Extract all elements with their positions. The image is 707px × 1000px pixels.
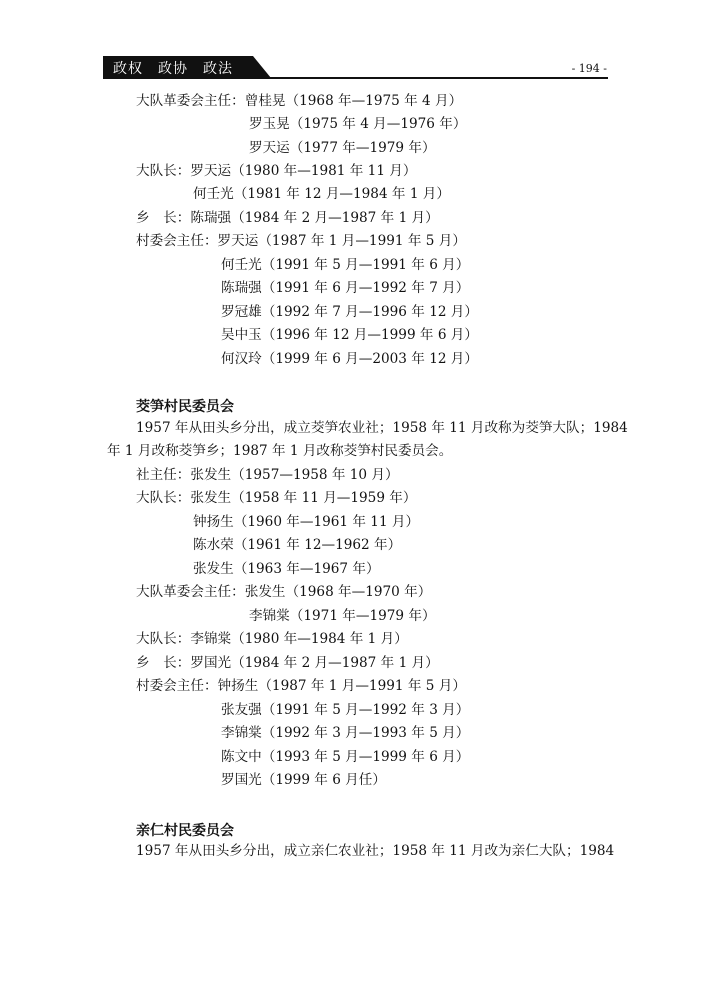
- text-line: 陈瑞强（1991 年 6 月—1992 年 7 月）: [221, 280, 470, 296]
- text-line: 张发生（1963 年—1967 年）: [193, 561, 380, 577]
- text-line: 村委会主任：罗天运（1987 年 1 月—1991 年 5 月）: [136, 233, 466, 249]
- section-heading: 茭笋村民委员会: [136, 399, 234, 415]
- text-line: 罗国光（1999 年 6 月任）: [221, 772, 386, 788]
- paragraph-line: 1957 年从田头乡分出，成立亲仁农业社；1958 年 11 月改为亲仁大队；1984: [136, 843, 615, 859]
- text-line: 大队长：罗天运（1980 年—1981 年 11 月）: [136, 163, 417, 179]
- section-heading: 亲仁村民委员会: [136, 823, 234, 839]
- text-line: 张友强（1991 年 5 月—1992 年 3 月）: [221, 702, 470, 718]
- text-line: 罗冠雄（1992 年 7 月—1996 年 12 月）: [221, 304, 478, 320]
- text-line: 大队长：李锦棠（1980 年—1984 年 1 月）: [136, 631, 408, 647]
- text-line: 李锦棠（1971 年—1979 年）: [249, 608, 436, 624]
- header-section-title: 政权 政协 政法: [113, 61, 233, 77]
- text-line: 大队长：张发生（1958 年 11 月—1959 年）: [136, 490, 417, 506]
- text-line: 钟扬生（1960 年—1961 年 11 月）: [193, 514, 420, 530]
- text-line: 罗天运（1977 年—1979 年）: [249, 140, 436, 156]
- paragraph-line: 年 1 月改称茭笋乡；1987 年 1 月改称茭笋村民委员会。: [107, 443, 453, 459]
- text-line: 李锦棠（1992 年 3 月—1993 年 5 月）: [221, 725, 470, 741]
- text-line: 何壬光（1981 年 12 月—1984 年 1 月）: [193, 186, 450, 202]
- text-line: 何壬光（1991 年 5 月—1991 年 6 月）: [221, 257, 470, 273]
- text-line: 罗玉晃（1975 年 4 月—1976 年）: [249, 116, 467, 132]
- text-line: 陈文中（1993 年 5 月—1999 年 6 月）: [221, 749, 470, 765]
- paragraph-line: 1957 年从田头乡分出，成立茭笋农业社；1958 年 11 月改称为茭笋大队；1984: [136, 420, 628, 436]
- text-line: 乡 长：罗国光（1984 年 2 月—1987 年 1 月）: [136, 655, 439, 671]
- text-line: 陈水荣（1961 年 12—1962 年）: [193, 537, 402, 553]
- text-line: 大队革委会主任：曾桂晃（1968 年—1975 年 4 月）: [136, 93, 463, 109]
- text-line: 何汉玲（1999 年 6 月—2003 年 12 月）: [221, 351, 478, 367]
- header-rule: [103, 77, 608, 79]
- text-line: 村委会主任：钟扬生（1987 年 1 月—1991 年 5 月）: [136, 678, 466, 694]
- page-number: - 194 -: [571, 62, 607, 75]
- text-line: 乡 长：陈瑞强（1984 年 2 月—1987 年 1 月）: [136, 210, 439, 226]
- text-line: 大队革委会主任：张发生（1968 年—1970 年）: [136, 584, 432, 600]
- text-line: 社主任：张发生（1957—1958 年 10 月）: [136, 467, 399, 483]
- text-line: 吴中玉（1996 年 12 月—1999 年 6 月）: [221, 327, 478, 343]
